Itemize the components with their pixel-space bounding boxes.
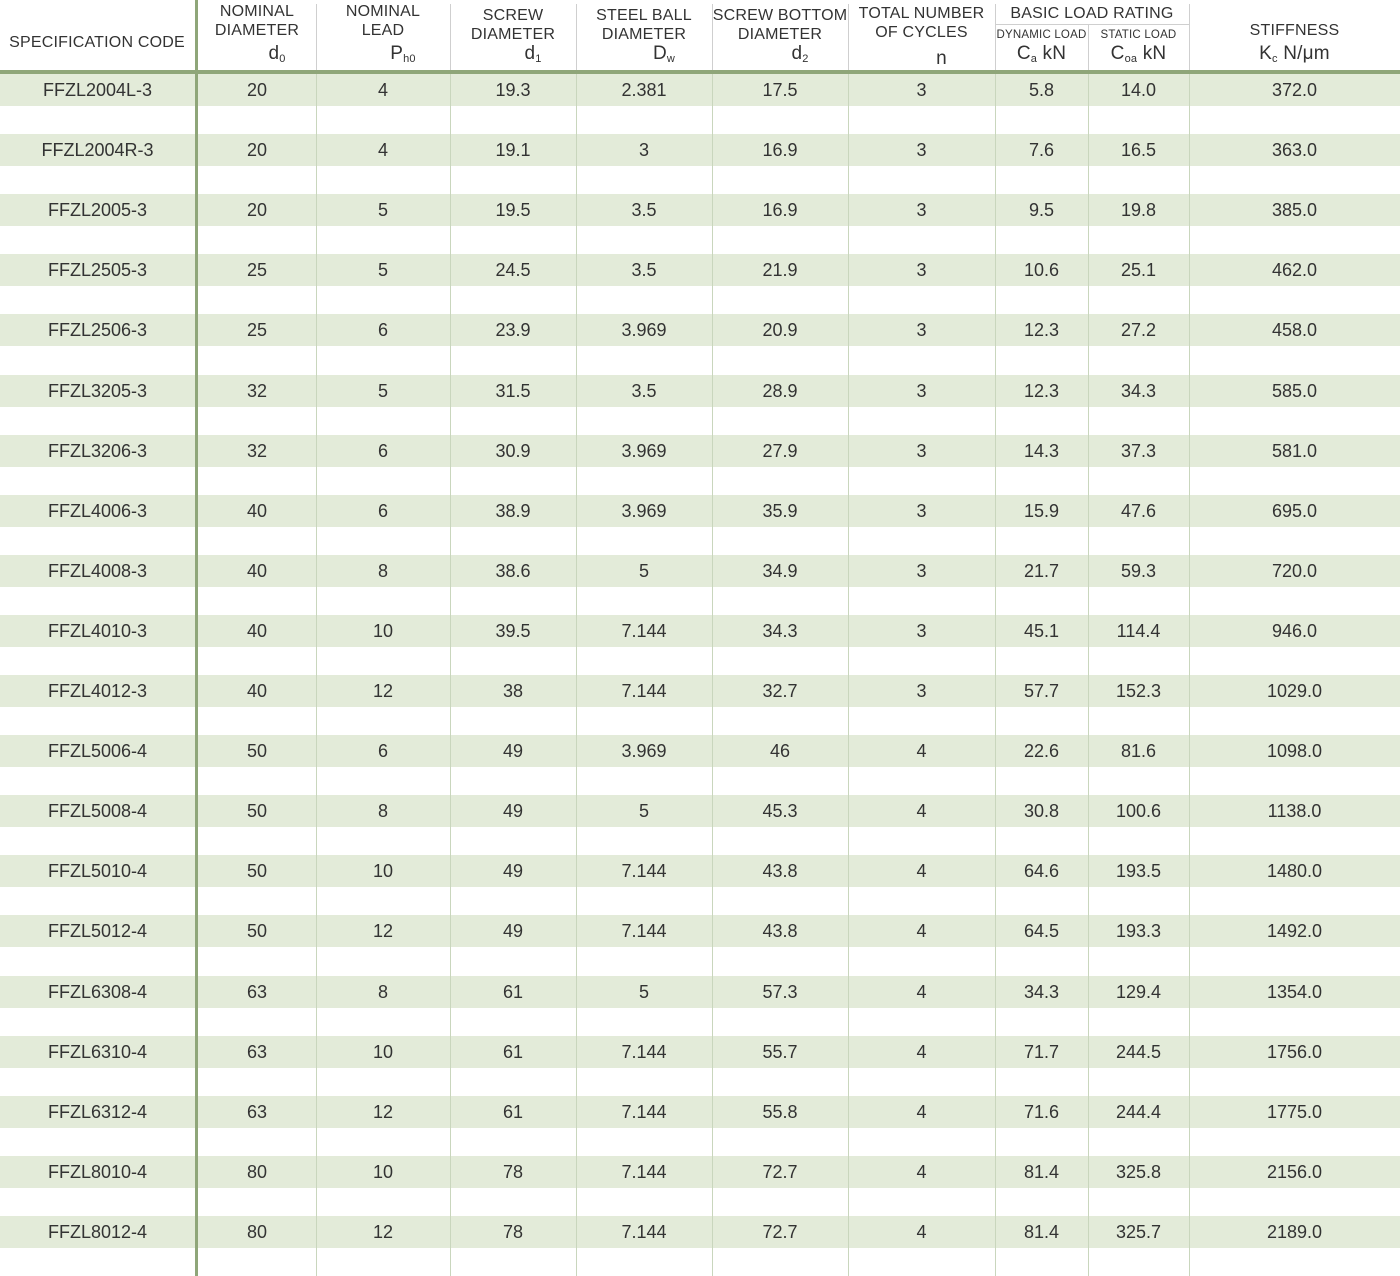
- cell-nominal-lead: 12: [372, 921, 394, 941]
- cell-static-load: 193.3: [1115, 921, 1162, 941]
- cell-steel-ball-diameter: 7.144: [621, 681, 667, 701]
- header-nominal-diameter: [198, 0, 316, 72]
- header-divider: [576, 4, 577, 72]
- cell-nominal-diameter: 25: [246, 260, 268, 280]
- header-static-load-label: STATIC LOAD: [1100, 29, 1177, 41]
- cell-screw-bottom-diameter: 34.3: [762, 621, 798, 641]
- header-divider: [995, 4, 996, 72]
- cell-static-load: 16.5: [1120, 140, 1157, 160]
- cell-steel-ball-diameter: 7.144: [621, 1162, 667, 1182]
- cell-static-load: 244.4: [1115, 1102, 1162, 1122]
- cell-stiffness: 1492.0: [1266, 921, 1323, 941]
- cell-spec-code: FFZL3206-3: [47, 441, 148, 461]
- cell-nominal-diameter: 50: [246, 921, 268, 941]
- cell-steel-ball-diameter: 7.144: [621, 1102, 667, 1122]
- cell-stiffness: 1138.0: [1267, 801, 1322, 821]
- header-nominal-diameter-line1: NOMINAL: [219, 3, 295, 20]
- cell-total-cycles: 3: [916, 80, 927, 100]
- header-screw-diameter-line1: SCREW: [482, 7, 544, 24]
- column-divider: [712, 72, 713, 1276]
- cell-dynamic-load: 64.5: [1023, 921, 1060, 941]
- cell-screw-bottom-diameter: 27.9: [762, 441, 798, 461]
- header-screw-diameter-line2: DIAMETER: [470, 26, 556, 43]
- table-row: [0, 1036, 1400, 1068]
- header-screw-bottom-symbol: $d_2$: [791, 43, 809, 65]
- cell-total-cycles: 3: [916, 140, 927, 160]
- header-spec-code-label: SPECIFICATION CODE: [9, 34, 185, 51]
- cell-dynamic-load: 57.7: [1023, 681, 1060, 701]
- cell-static-load: 37.3: [1120, 441, 1157, 461]
- cell-stiffness: 2189.0: [1266, 1222, 1323, 1242]
- cell-stiffness: 462.0: [1271, 260, 1318, 280]
- cell-stiffness: 581.0: [1271, 441, 1318, 461]
- cell-static-load: 14.0: [1120, 80, 1157, 100]
- cell-dynamic-load: 64.6: [1023, 861, 1060, 881]
- cell-screw-diameter: 39.5: [495, 621, 531, 641]
- table-row: [0, 254, 1400, 286]
- header-total-cycles-line2: OF CYCLES: [875, 24, 968, 41]
- cell-dynamic-load: 7.6: [1028, 140, 1055, 160]
- header-steel-ball-line2: DIAMETER: [601, 26, 687, 43]
- cell-spec-code: FFZL3205-3: [47, 381, 148, 401]
- cell-total-cycles: 3: [916, 441, 927, 461]
- table-row: [0, 375, 1400, 407]
- cell-total-cycles: 4: [916, 801, 927, 821]
- cell-nominal-diameter: 32: [246, 381, 268, 401]
- table-row: [0, 1096, 1400, 1128]
- table-row: [0, 74, 1400, 106]
- cell-dynamic-load: 5.8: [1028, 80, 1055, 100]
- header-divider: [316, 4, 317, 72]
- cell-screw-bottom-diameter: 43.8: [762, 861, 798, 881]
- column-divider: [576, 72, 577, 1276]
- cell-steel-ball-diameter: 5: [638, 561, 649, 581]
- cell-screw-diameter: 19.1: [495, 140, 531, 160]
- cell-stiffness: 372.0: [1271, 80, 1318, 100]
- cell-nominal-lead: 8: [377, 561, 388, 581]
- cell-nominal-diameter: 80: [246, 1162, 268, 1182]
- cell-total-cycles: 4: [916, 1102, 927, 1122]
- cell-total-cycles: 3: [916, 381, 927, 401]
- cell-static-load: 244.5: [1115, 1042, 1162, 1062]
- cell-nominal-diameter: 32: [246, 441, 268, 461]
- cell-screw-bottom-diameter: 43.8: [762, 921, 798, 941]
- cell-total-cycles: 3: [916, 200, 927, 220]
- header-total-cycles-line1: TOTAL NUMBER: [858, 5, 985, 22]
- cell-nominal-lead: 12: [372, 1102, 394, 1122]
- cell-nominal-lead: 8: [377, 982, 388, 1002]
- column-divider: [995, 72, 996, 1276]
- cell-stiffness: 385.0: [1271, 200, 1318, 220]
- column-divider: [1088, 72, 1089, 1276]
- cell-screw-bottom-diameter: 16.9: [762, 200, 798, 220]
- cell-screw-bottom-diameter: 72.7: [762, 1162, 798, 1182]
- cell-nominal-lead: 12: [372, 1222, 394, 1242]
- table-row: [0, 134, 1400, 166]
- cell-dynamic-load: 71.7: [1023, 1042, 1060, 1062]
- cell-stiffness: 695.0: [1271, 501, 1318, 521]
- cell-steel-ball-diameter: 7.144: [621, 861, 667, 881]
- cell-screw-diameter: 61: [502, 1042, 524, 1062]
- header-stiffness-label: STIFFNESS: [1249, 22, 1340, 39]
- cell-nominal-diameter: 20: [246, 140, 268, 160]
- cell-screw-diameter: 38: [502, 681, 524, 701]
- cell-stiffness: 1098.0: [1266, 741, 1323, 761]
- cell-static-load: 129.4: [1115, 982, 1162, 1002]
- cell-nominal-lead: 4: [377, 80, 388, 100]
- cell-static-load: 100.6: [1115, 801, 1162, 821]
- cell-screw-diameter: 38.9: [495, 501, 531, 521]
- cell-screw-diameter: 61: [502, 1102, 524, 1122]
- cell-nominal-lead: 6: [377, 741, 388, 761]
- cell-spec-code: FFZL2005-3: [47, 200, 148, 220]
- cell-dynamic-load: 81.4: [1023, 1222, 1060, 1242]
- cell-stiffness: 1029.0: [1266, 681, 1323, 701]
- column-divider: [848, 72, 849, 1276]
- header-spec-code: [0, 0, 194, 72]
- cell-steel-ball-diameter: 2.381: [621, 80, 667, 100]
- cell-stiffness: 458.0: [1271, 320, 1318, 340]
- header-total-cycles: [848, 0, 995, 72]
- cell-nominal-diameter: 50: [246, 741, 268, 761]
- cell-total-cycles: 3: [916, 320, 927, 340]
- cell-spec-code: FFZL4010-3: [47, 621, 148, 641]
- column-divider: [1189, 72, 1190, 1276]
- cell-screw-diameter: 38.6: [495, 561, 531, 581]
- cell-nominal-lead: 10: [372, 1042, 394, 1062]
- cell-stiffness: 585.0: [1271, 381, 1318, 401]
- cell-screw-diameter: 24.5: [495, 260, 531, 280]
- cell-steel-ball-diameter: 7.144: [621, 1222, 667, 1242]
- cell-steel-ball-diameter: 3.5: [631, 200, 657, 220]
- cell-nominal-lead: 6: [377, 441, 388, 461]
- table-row: [0, 976, 1400, 1008]
- cell-screw-diameter: 30.9: [495, 441, 531, 461]
- cell-total-cycles: 4: [916, 921, 927, 941]
- header-screw-bottom-line2: DIAMETER: [737, 26, 823, 43]
- cell-total-cycles: 3: [916, 561, 927, 581]
- header-nominal-lead: [316, 0, 450, 72]
- table-row: [0, 915, 1400, 947]
- header-nominal-diameter-line2: DIAMETER: [214, 22, 300, 39]
- cell-nominal-lead: 10: [372, 1162, 394, 1182]
- table-row: [0, 435, 1400, 467]
- header-divider: [848, 4, 849, 72]
- column-divider: [316, 72, 317, 1276]
- cell-steel-ball-diameter: 3.969: [621, 320, 667, 340]
- cell-nominal-diameter: 63: [246, 1042, 268, 1062]
- cell-steel-ball-diameter: 3.5: [631, 260, 657, 280]
- cell-dynamic-load: 22.6: [1023, 741, 1060, 761]
- cell-screw-bottom-diameter: 28.9: [762, 381, 798, 401]
- cell-nominal-lead: 4: [377, 140, 388, 160]
- cell-screw-bottom-diameter: 32.7: [762, 681, 798, 701]
- cell-spec-code: FFZL2004L-3: [42, 80, 153, 100]
- table-row: [0, 555, 1400, 587]
- cell-screw-bottom-diameter: 20.9: [762, 320, 798, 340]
- cell-total-cycles: 3: [916, 621, 927, 641]
- cell-static-load: 81.6: [1120, 741, 1157, 761]
- cell-total-cycles: 3: [916, 260, 927, 280]
- header-steel-ball-line1: STEEL BALL: [596, 7, 692, 24]
- header-dynamic-load-label: DYNAMIC LOAD: [996, 29, 1087, 41]
- cell-screw-bottom-diameter: 45.3: [762, 801, 798, 821]
- header-dynamic-load: [995, 24, 1088, 72]
- cell-dynamic-load: 71.6: [1023, 1102, 1060, 1122]
- cell-steel-ball-diameter: 3: [638, 140, 649, 160]
- cell-stiffness: 720.0: [1271, 561, 1318, 581]
- cell-spec-code: FFZL5012-4: [47, 921, 148, 941]
- cell-nominal-diameter: 40: [246, 501, 268, 521]
- cell-nominal-lead: 6: [377, 320, 388, 340]
- header-nominal-diameter-symbol: $d_0$: [268, 43, 286, 65]
- cell-nominal-diameter: 20: [246, 80, 268, 100]
- cell-steel-ball-diameter: 3.969: [621, 501, 667, 521]
- cell-total-cycles: 4: [916, 741, 927, 761]
- cell-stiffness: 2156.0: [1266, 1162, 1323, 1182]
- table-row: [0, 1156, 1400, 1188]
- cell-steel-ball-diameter: 3.969: [621, 441, 667, 461]
- cell-spec-code: FFZL2506-3: [47, 320, 148, 340]
- cell-screw-bottom-diameter: 55.8: [762, 1102, 798, 1122]
- cell-nominal-lead: 8: [377, 801, 388, 821]
- cell-total-cycles: 4: [916, 982, 927, 1002]
- header-bottom-rule: [0, 70, 1400, 74]
- cell-static-load: 152.3: [1115, 681, 1162, 701]
- cell-nominal-diameter: 40: [246, 621, 268, 641]
- cell-stiffness: 1775.0: [1266, 1102, 1323, 1122]
- cell-spec-code: FFZL5008-4: [47, 801, 148, 821]
- cell-nominal-diameter: 63: [246, 982, 268, 1002]
- cell-screw-diameter: 31.5: [495, 381, 531, 401]
- cell-nominal-diameter: 20: [246, 200, 268, 220]
- cell-nominal-diameter: 63: [246, 1102, 268, 1122]
- cell-screw-diameter: 49: [502, 741, 524, 761]
- column-divider: [450, 72, 451, 1276]
- cell-nominal-lead: 10: [372, 621, 394, 641]
- cell-screw-diameter: 49: [502, 861, 524, 881]
- cell-total-cycles: 4: [916, 1162, 927, 1182]
- cell-spec-code: FFZL8012-4: [47, 1222, 148, 1242]
- cell-dynamic-load: 12.3: [1023, 381, 1060, 401]
- table-row: [0, 495, 1400, 527]
- cell-dynamic-load: 12.3: [1023, 320, 1060, 340]
- cell-screw-diameter: 49: [502, 801, 524, 821]
- cell-static-load: 25.1: [1120, 260, 1157, 280]
- cell-screw-diameter: 61: [502, 982, 524, 1002]
- cell-spec-code: FFZL8010-4: [47, 1162, 148, 1182]
- cell-screw-bottom-diameter: 35.9: [762, 501, 798, 521]
- cell-total-cycles: 4: [916, 861, 927, 881]
- cell-static-load: 114.4: [1116, 621, 1161, 641]
- cell-dynamic-load: 14.3: [1023, 441, 1060, 461]
- cell-dynamic-load: 81.4: [1023, 1162, 1060, 1182]
- cell-nominal-diameter: 50: [246, 801, 268, 821]
- cell-screw-diameter: 49: [502, 921, 524, 941]
- cell-screw-diameter: 78: [502, 1222, 524, 1242]
- cell-screw-bottom-diameter: 46: [769, 741, 791, 761]
- header-dynamic-load-symbol: $C_a$ kN: [1016, 43, 1067, 65]
- header-nominal-lead-line2: LEAD: [361, 22, 405, 39]
- header-screw-bottom-diameter: [712, 0, 848, 72]
- cell-stiffness: 363.0: [1271, 140, 1318, 160]
- cell-screw-diameter: 78: [502, 1162, 524, 1182]
- header-static-load-symbol: $C_{oa}$ kN: [1110, 43, 1167, 65]
- spec-column-rule: [195, 0, 198, 1276]
- table-row: [0, 795, 1400, 827]
- cell-spec-code: FFZL4006-3: [47, 501, 148, 521]
- header-basic-load-rating: [995, 0, 1189, 24]
- cell-static-load: 27.2: [1120, 320, 1157, 340]
- header-nominal-lead-symbol: $P_{h0}$: [390, 43, 416, 65]
- header-screw-diameter: [450, 0, 576, 72]
- header-screw-diameter-symbol: $d_1$: [524, 43, 542, 65]
- cell-screw-bottom-diameter: 72.7: [762, 1222, 798, 1242]
- cell-stiffness: 1480.0: [1266, 861, 1323, 881]
- cell-nominal-lead: 10: [372, 861, 394, 881]
- cell-static-load: 325.7: [1115, 1222, 1162, 1242]
- header-steel-ball-symbol: $D_w$: [652, 43, 676, 65]
- header-stiffness-symbol: $K_c$ N/μm: [1259, 43, 1330, 65]
- cell-steel-ball-diameter: 3.5: [631, 381, 657, 401]
- cell-nominal-lead: 5: [377, 381, 388, 401]
- cell-screw-bottom-diameter: 34.9: [762, 561, 798, 581]
- header-nominal-lead-line1: NOMINAL: [345, 3, 421, 20]
- cell-nominal-lead: 12: [372, 681, 394, 701]
- cell-screw-bottom-diameter: 17.5: [762, 80, 798, 100]
- header-stiffness: [1189, 0, 1400, 72]
- cell-nominal-lead: 6: [377, 501, 388, 521]
- cell-spec-code: FFZL6308-4: [47, 982, 148, 1002]
- cell-dynamic-load: 45.1: [1023, 621, 1060, 641]
- cell-spec-code: FFZL6310-4: [47, 1042, 148, 1062]
- cell-static-load: 193.5: [1115, 861, 1162, 881]
- table-row: [0, 314, 1400, 346]
- cell-static-load: 325.8: [1115, 1162, 1162, 1182]
- table-row: [0, 194, 1400, 226]
- cell-dynamic-load: 15.9: [1023, 501, 1060, 521]
- cell-nominal-diameter: 50: [246, 861, 268, 881]
- header-static-load: [1088, 24, 1189, 72]
- cell-steel-ball-diameter: 7.144: [621, 621, 667, 641]
- header-screw-bottom-line1: SCREW BOTTOM: [712, 7, 848, 24]
- cell-steel-ball-diameter: 5: [638, 801, 649, 821]
- header-divider: [712, 4, 713, 72]
- cell-total-cycles: 3: [916, 501, 927, 521]
- header-steel-ball-diameter: [576, 0, 712, 72]
- cell-stiffness: 946.0: [1271, 621, 1318, 641]
- cell-steel-ball-diameter: 5: [638, 982, 649, 1002]
- header-divider: [1189, 4, 1190, 72]
- cell-steel-ball-diameter: 3.969: [621, 741, 667, 761]
- header-divider: [450, 4, 451, 72]
- cell-screw-diameter: 19.3: [495, 80, 531, 100]
- cell-screw-diameter: 19.5: [495, 200, 531, 220]
- header-total-cycles-symbol: n: [936, 48, 947, 69]
- cell-screw-diameter: 23.9: [495, 320, 531, 340]
- cell-nominal-diameter: 25: [246, 320, 268, 340]
- cell-screw-bottom-diameter: 57.3: [762, 982, 798, 1002]
- header-basic-load-rating-label: BASIC LOAD RATING: [1010, 5, 1174, 22]
- cell-screw-bottom-diameter: 21.9: [762, 260, 798, 280]
- cell-screw-bottom-diameter: 16.9: [762, 140, 798, 160]
- cell-spec-code: FFZL4008-3: [47, 561, 148, 581]
- cell-spec-code: FFZL4012-3: [47, 681, 148, 701]
- cell-static-load: 59.3: [1120, 561, 1157, 581]
- cell-stiffness: 1756.0: [1266, 1042, 1323, 1062]
- cell-dynamic-load: 30.8: [1023, 801, 1060, 821]
- cell-total-cycles: 4: [916, 1222, 927, 1242]
- cell-dynamic-load: 10.6: [1023, 260, 1060, 280]
- cell-static-load: 34.3: [1120, 381, 1157, 401]
- cell-stiffness: 1354.0: [1266, 982, 1323, 1002]
- table-row: [0, 735, 1400, 767]
- cell-nominal-lead: 5: [377, 260, 388, 280]
- cell-static-load: 19.8: [1120, 200, 1157, 220]
- cell-spec-code: FFZL5006-4: [47, 741, 148, 761]
- cell-spec-code: FFZL5010-4: [47, 861, 148, 881]
- cell-total-cycles: 4: [916, 1042, 927, 1062]
- cell-dynamic-load: 9.5: [1028, 200, 1055, 220]
- cell-screw-bottom-diameter: 55.7: [762, 1042, 798, 1062]
- cell-static-load: 47.6: [1120, 501, 1157, 521]
- cell-dynamic-load: 34.3: [1023, 982, 1060, 1002]
- table-row: [0, 675, 1400, 707]
- header-divider: [1088, 24, 1089, 72]
- cell-spec-code: FFZL2004R-3: [41, 140, 154, 160]
- cell-nominal-diameter: 40: [246, 681, 268, 701]
- cell-steel-ball-diameter: 7.144: [621, 1042, 667, 1062]
- cell-spec-code: FFZL2505-3: [47, 260, 148, 280]
- cell-spec-code: FFZL6312-4: [47, 1102, 148, 1122]
- cell-nominal-lead: 5: [377, 200, 388, 220]
- cell-total-cycles: 3: [916, 681, 927, 701]
- cell-nominal-diameter: 80: [246, 1222, 268, 1242]
- cell-nominal-diameter: 40: [246, 561, 268, 581]
- cell-steel-ball-diameter: 7.144: [621, 921, 667, 941]
- table-row: [0, 855, 1400, 887]
- table-row: [0, 1216, 1400, 1248]
- table-row: [0, 615, 1400, 647]
- cell-dynamic-load: 21.7: [1023, 561, 1060, 581]
